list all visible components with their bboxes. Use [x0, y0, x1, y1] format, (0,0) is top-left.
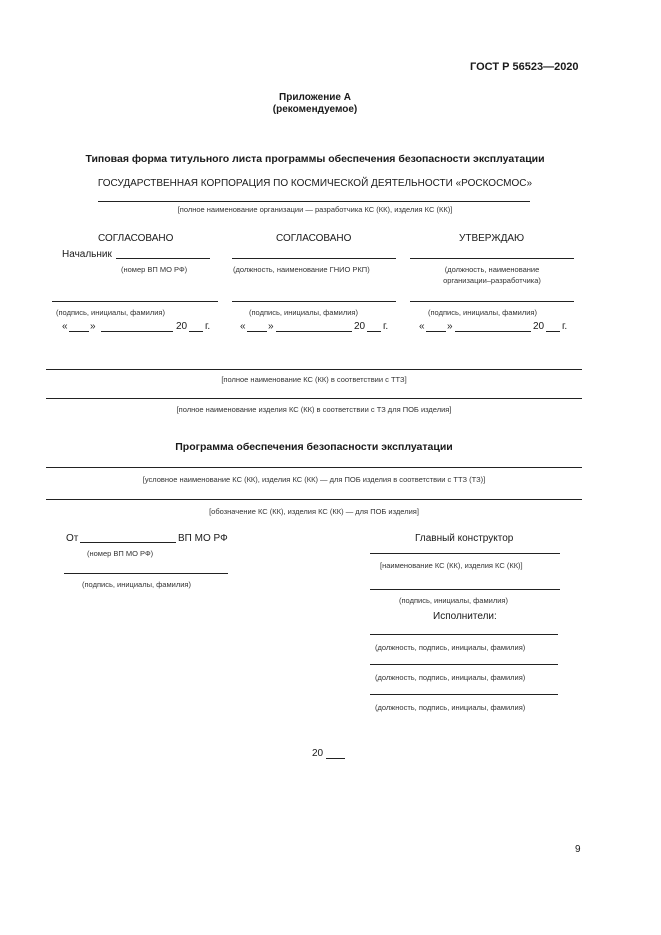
center-caption-position: (должность, наименование ГНИО РКП) [233, 265, 370, 274]
standard-number: ГОСТ Р 56523—2020 [470, 61, 579, 73]
conditional-name-caption: [условное наименование КС (КК), изделия КС (КК) — для ПОБ изделия в соответствии с ТТЗ (ТЗ)] [142, 475, 486, 484]
executor-line-3 [370, 694, 558, 695]
center-month-line [276, 331, 352, 332]
center-approval-heading: СОГЛАСОВАНО [276, 233, 352, 244]
program-title: Программа обеспечения безопасности эксплуатации [175, 441, 453, 453]
right-approval-heading: УТВЕРЖДАЮ [459, 233, 525, 244]
chief-caption-name: [наименование КС (КК), изделия КС (КК)] [380, 561, 523, 570]
center-caption-signature: (подпись, инициалы, фамилия) [249, 308, 358, 317]
right-caption-position-2: организации–разработчика) [443, 276, 541, 285]
designation-caption: [обозначение КС (КК), изделия КС (КК) — для ПОБ изделия] [209, 507, 419, 516]
left-date-open: « [62, 321, 68, 332]
organization-caption: [полное наименование организации — разработчика КС (КК), изделия КС (КК)] [177, 205, 453, 214]
from-suffix: ВП МО РФ [178, 533, 228, 544]
executor-caption-3: (должность, подпись, инициалы, фамилия) [375, 703, 526, 712]
item-name-line [46, 398, 582, 399]
item-name-caption: [полное наименование изделия КС (КК) в соответствии с ТЗ для ПОБ изделия] [176, 405, 452, 414]
right-month-line [455, 331, 531, 332]
left-number-line [116, 258, 210, 259]
executor-line-1 [370, 634, 558, 635]
center-date-close: » [268, 321, 274, 332]
organization-name: ГОСУДАРСТВЕННАЯ КОРПОРАЦИЯ ПО КОСМИЧЕСКОЙ ДЕЯТЕЛЬНОСТИ «РОСКОСМОС» [97, 178, 533, 189]
executor-caption-1: (должность, подпись, инициалы, фамилия) [375, 643, 526, 652]
from-signature-line [64, 573, 228, 574]
left-month-line [101, 331, 173, 332]
ks-name-caption: [полное наименование КС (КК) в соответствии с ТТЗ] [221, 375, 407, 384]
from-caption-signature: (подпись, инициалы, фамилия) [82, 580, 191, 589]
left-caption-number: (номер ВП МО РФ) [121, 265, 188, 274]
executor-caption-2: (должность, подпись, инициалы, фамилия) [375, 673, 526, 682]
center-year-line [367, 331, 381, 332]
left-day-line [69, 331, 89, 332]
center-date-open: « [240, 321, 246, 332]
right-date-open: « [419, 321, 425, 332]
chief-caption-signature: (подпись, инициалы, фамилия) [399, 596, 508, 605]
footer-year-line [326, 758, 345, 759]
from-caption-number: (номер ВП МО РФ) [87, 549, 154, 558]
executor-line-2 [370, 664, 558, 665]
left-year-line [189, 331, 203, 332]
right-year-prefix: 20 [533, 321, 545, 332]
right-caption-position-1: (должность, наименование [444, 265, 540, 274]
right-year-line [546, 331, 560, 332]
left-year-prefix: 20 [176, 321, 188, 332]
left-signature-line [52, 301, 218, 302]
chief-signature-line [370, 589, 560, 590]
center-year-suffix: г. [383, 321, 389, 332]
left-year-suffix: г. [205, 321, 211, 332]
chief-heading: Главный конструктор [415, 533, 514, 544]
footer-year: 20 [312, 748, 324, 759]
organization-line [98, 201, 530, 202]
right-day-line [426, 331, 446, 332]
center-position-line [232, 258, 396, 259]
right-caption-signature: (подпись, инициалы, фамилия) [428, 308, 537, 317]
chief-name-line [370, 553, 560, 554]
executors-heading: Исполнители: [433, 611, 497, 622]
center-signature-line [232, 301, 396, 302]
left-caption-signature: (подпись, инициалы, фамилия) [56, 308, 165, 317]
left-date-close: » [90, 321, 96, 332]
ks-name-line [46, 369, 582, 370]
appendix-subtitle: (рекомендуемое) [272, 104, 358, 115]
designation-line [46, 499, 582, 500]
center-day-line [247, 331, 267, 332]
right-date-close: » [447, 321, 453, 332]
right-signature-line [410, 301, 574, 302]
from-number-line [80, 542, 176, 543]
right-year-suffix: г. [562, 321, 568, 332]
conditional-name-line [46, 467, 582, 468]
right-position-line [410, 258, 574, 259]
center-year-prefix: 20 [354, 321, 366, 332]
left-approval-prefix: Начальник [62, 249, 112, 260]
left-approval-heading: СОГЛАСОВАНО [98, 233, 174, 244]
form-title: Типовая форма титульного листа программы обеспечения безопасности эксплуатации [85, 153, 545, 165]
from-prefix: От [66, 533, 79, 544]
appendix-title: Приложение А [279, 92, 351, 103]
page-number: 9 [575, 844, 581, 855]
